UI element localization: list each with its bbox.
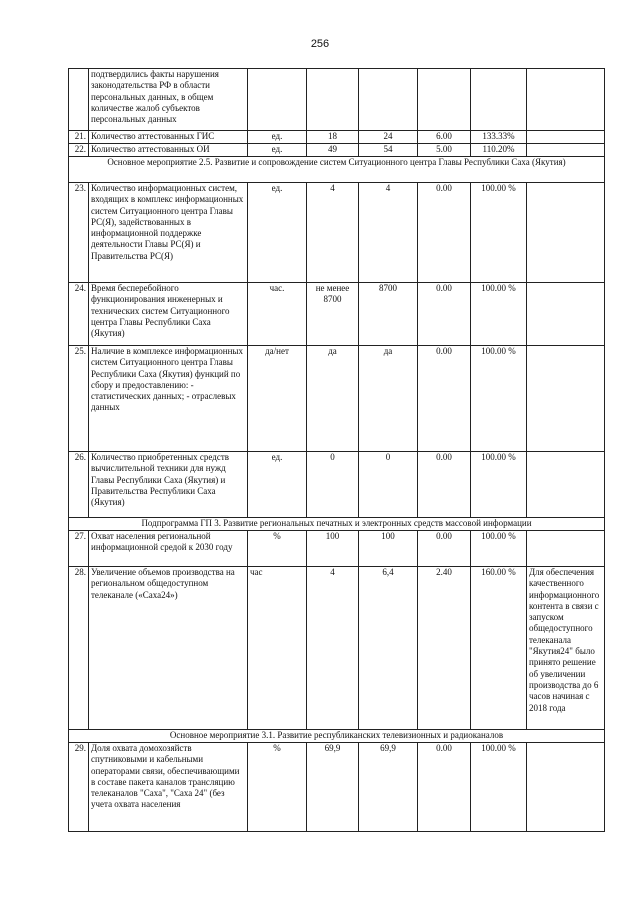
plan-value-cell: 0	[307, 452, 359, 518]
note-cell	[527, 183, 605, 283]
plan-value-cell: 69,9	[307, 743, 359, 832]
unit-cell: ед.	[248, 131, 307, 144]
note-cell	[527, 131, 605, 144]
deviation-cell: 0.00	[418, 183, 471, 283]
section-title: Основное мероприятие 3.1. Развитие республиканских телевизионных и радиоканалов	[69, 730, 605, 743]
plan-value-cell: 100	[307, 531, 359, 567]
plan-value-cell: 49	[307, 144, 359, 157]
note-cell	[527, 283, 605, 346]
indicator-name-cell: подтвердились факты нарушения законодательства РФ в области персональных данных, в общем количестве жалоб субъектов персональных данных	[89, 69, 248, 131]
indicator-name-cell: Доля охвата домохозяйств спутниковыми и кабельными операторами связи, обеспечивающими в составе пакета каналов трансляцию телеканалов "Саха", "Саха 24" (без учета охвата населения	[89, 743, 248, 832]
table-row	[69, 452, 605, 518]
table-row	[69, 346, 605, 452]
fact-value-cell: 69,9	[359, 743, 418, 832]
indicator-name-cell: Количество информационных систем, входящих в комплекс информационных систем Ситуационного центра Главы РС(Я), задействованных в информационной поддержке деятельности Главы РС(Я) и Правительства РС(Я)	[89, 183, 248, 283]
deviation-cell: 0.00	[418, 283, 471, 346]
row-number-cell: 21.	[69, 131, 89, 144]
percent-cell: 110.20%	[471, 144, 527, 157]
unit-cell: ед.	[248, 183, 307, 283]
unit-cell: %	[248, 743, 307, 832]
section-title: Основное мероприятие 2.5. Развитие и сопровождение систем Ситуационного центра Главы Республики Саха (Якутия)	[69, 157, 605, 183]
plan-value-cell: 4	[307, 567, 359, 730]
unit-cell: час.	[248, 283, 307, 346]
row-number-cell: 28.	[69, 567, 89, 730]
indicator-name-cell: Время бесперебойного функционирования инженерных и технических систем Ситуационного центра Главы Республики Саха (Якутия)	[89, 283, 248, 346]
row-number-cell: 29.	[69, 743, 89, 832]
row-number-cell: 23.	[69, 183, 89, 283]
note-cell: Для обеспечения качественного информационного контента в связи с запуском общедоступного телеканала "Якутия24" было принято решение об увеличении производства до 6 часов начиная с 2018 года	[527, 567, 605, 730]
deviation-cell: 2.40	[418, 567, 471, 730]
plan-value-cell: не менее 8700	[307, 283, 359, 346]
fact-value-cell: 100	[359, 531, 418, 567]
fact-value-cell: 6,4	[359, 567, 418, 730]
plan-value-cell: 4	[307, 183, 359, 283]
section-row	[69, 518, 605, 531]
percent-cell: 100.00 %	[471, 531, 527, 567]
indicators-table	[68, 68, 605, 832]
row-number-cell: 22.	[69, 144, 89, 157]
fact-value-cell: да	[359, 346, 418, 452]
table-row	[69, 131, 605, 144]
row-number-cell: 25.	[69, 346, 89, 452]
indicator-name-cell: Увеличение объемов производства на региональном общедоступном телеканале («Саха24»)	[89, 567, 248, 730]
table-row	[69, 283, 605, 346]
deviation-cell: 0.00	[418, 743, 471, 832]
note-cell	[527, 452, 605, 518]
unit-cell: ед.	[248, 452, 307, 518]
page-number: 256	[310, 38, 330, 50]
row-number-cell: 27.	[69, 531, 89, 567]
note-cell	[527, 531, 605, 567]
deviation-cell: 5.00	[418, 144, 471, 157]
percent-cell: 160.00 %	[471, 567, 527, 730]
note-cell	[527, 144, 605, 157]
deviation-cell: 0.00	[418, 531, 471, 567]
table-row	[69, 743, 605, 832]
table-row	[69, 531, 605, 567]
fact-value-cell: 24	[359, 131, 418, 144]
plan-value-cell: да	[307, 346, 359, 452]
row-number-cell: 26.	[69, 452, 89, 518]
note-cell	[527, 346, 605, 452]
plan-value-cell: 18	[307, 131, 359, 144]
deviation-cell: 0.00	[418, 346, 471, 452]
unit-cell: час	[248, 567, 307, 730]
unit-cell: %	[248, 531, 307, 567]
table-row	[69, 567, 605, 730]
indicator-name-cell: Количество приобретенных средств вычислительной техники для нужд Главы Республики Саха (Якутия) и Правительства Республики Саха (Якутия)	[89, 452, 248, 518]
indicator-name-cell: Охват населения региональной информационной средой к 2030 году	[89, 531, 248, 567]
row-number-cell	[69, 69, 89, 131]
indicator-name-cell: Наличие в комплексе информационных систем Ситуационного центра Главы Республики Саха (Якутия) функций по сбору и предоставлению: - статистических данных; - отраслевых данных	[89, 346, 248, 452]
percent-cell: 100.00 %	[471, 346, 527, 452]
fact-value-cell: 54	[359, 144, 418, 157]
note-cell	[527, 743, 605, 832]
percent-cell: 100.00 %	[471, 452, 527, 518]
percent-cell: 100.00 %	[471, 283, 527, 346]
table-row	[69, 183, 605, 283]
indicator-name-cell: Количество аттестованных ГИС	[89, 131, 248, 144]
indicator-name-cell: Количество аттестованных ОИ	[89, 144, 248, 157]
section-row	[69, 730, 605, 743]
fact-value-cell: 8700	[359, 283, 418, 346]
section-title: Подпрограмма ГП 3. Развитие региональных печатных и электронных средств массовой информации	[69, 518, 605, 531]
percent-cell: 133.33%	[471, 131, 527, 144]
table-row	[69, 69, 605, 131]
percent-cell: 100.00 %	[471, 183, 527, 283]
unit-cell: да/нет	[248, 346, 307, 452]
fact-value-cell: 0	[359, 452, 418, 518]
row-number-cell: 24.	[69, 283, 89, 346]
fact-value-cell: 4	[359, 183, 418, 283]
section-row	[69, 157, 605, 183]
unit-cell: ед.	[248, 144, 307, 157]
deviation-cell: 0.00	[418, 452, 471, 518]
table-row	[69, 144, 605, 157]
percent-cell: 100.00 %	[471, 743, 527, 832]
deviation-cell: 6.00	[418, 131, 471, 144]
